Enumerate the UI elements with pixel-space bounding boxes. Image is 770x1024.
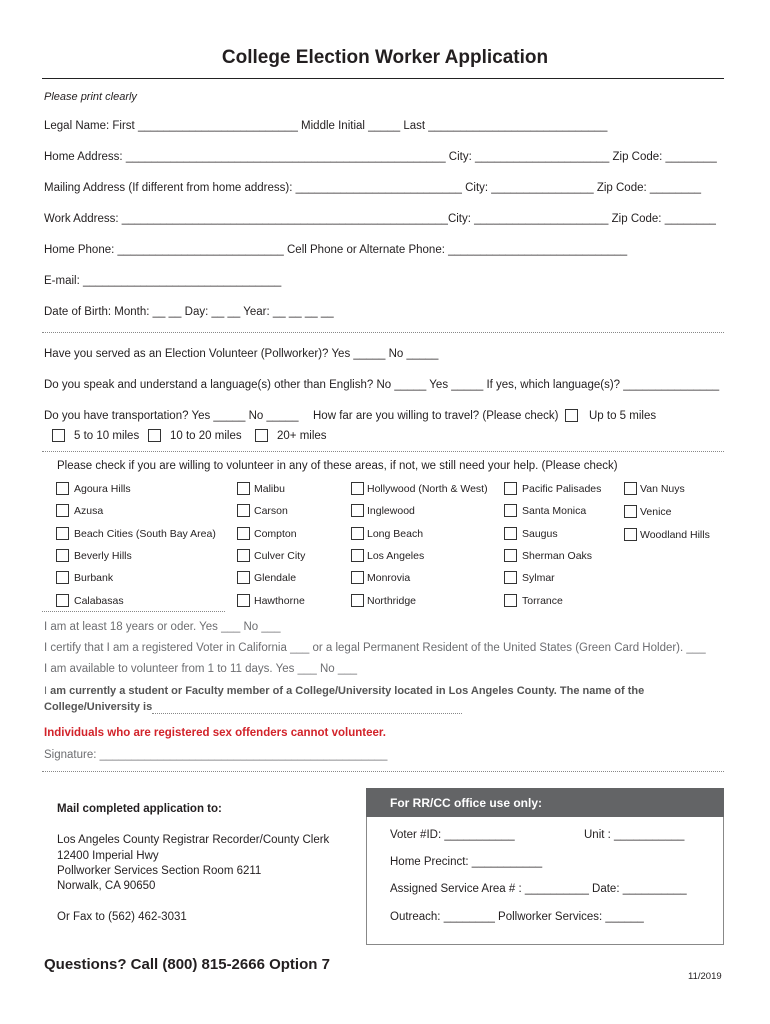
area-checkbox[interactable] (56, 549, 69, 562)
area-checkbox[interactable] (56, 527, 69, 540)
form-date-code: 11/2019 (688, 971, 722, 982)
5to10-checkbox[interactable] (52, 429, 65, 442)
email-field[interactable]: E-mail: _______________________________ (44, 275, 282, 287)
section-divider (42, 451, 724, 452)
10to20-label: 10 to 20 miles (170, 430, 242, 442)
10to20-checkbox[interactable] (148, 429, 161, 442)
area-label: Agoura Hills (74, 483, 131, 495)
mail-line: Los Angeles County Registrar Recorder/County Clerk (57, 834, 330, 846)
area-checkbox[interactable] (624, 505, 637, 518)
language-question[interactable]: Do you speak and understand a language(s) other than English? No _____ Yes _____ If yes, which language(s)? _______________ (44, 379, 720, 391)
print-clearly-note: Please print clearly (44, 91, 137, 103)
area-checkbox[interactable] (351, 571, 364, 584)
available-question[interactable]: I am available to volunteer from 1 to 11 days. Yes ___ No ___ (44, 663, 358, 675)
area-label: Pacific Palisades (522, 483, 602, 495)
area-label: Calabasas (74, 594, 124, 607)
area-checkbox[interactable] (504, 482, 517, 495)
area-label: Inglewood (367, 505, 415, 518)
areas-heading: Please check if you are willing to volunteer in any of these areas, if not, we still need your help. (Please check) (57, 460, 618, 472)
area-checkbox[interactable] (237, 571, 250, 584)
phone-fields[interactable]: Home Phone: __________________________ Cell Phone or Alternate Phone: ____________________________ (44, 244, 628, 256)
area-checkbox[interactable] (351, 482, 364, 495)
office-use-title: For RR/CC office use only: (390, 796, 543, 810)
college-label: College/University is (44, 701, 153, 713)
area-label: Azusa (74, 505, 104, 518)
questions-call: Questions? Call (800) 815-2666 Option 7 (44, 956, 330, 973)
area-label: Malibu (254, 483, 285, 495)
area-label: Van Nuys (640, 483, 685, 495)
area-label: Long Beach (367, 527, 424, 540)
upto5-label: Up to 5 miles (589, 410, 657, 422)
area-label: Glendale (254, 572, 297, 585)
area-checkbox[interactable] (237, 527, 250, 540)
area-checkbox[interactable] (237, 504, 250, 517)
unit-field[interactable]: Unit : ___________ (584, 829, 685, 841)
area-label: Northridge (367, 594, 417, 607)
area-checkbox[interactable] (56, 504, 69, 517)
area-checkbox[interactable] (504, 549, 517, 562)
area-label: Monrovia (367, 572, 411, 585)
area-label: Compton (254, 527, 297, 540)
area-label: Hollywood (North & West) (367, 483, 488, 495)
5to10-label: 5 to 10 miles (74, 430, 140, 442)
work-address-field[interactable]: Work Address: ___________________________________________________City: _____________________ Zip Code: ________ (44, 213, 716, 225)
age-question[interactable]: I am at least 18 years or oder. Yes ___ No ___ (44, 621, 281, 633)
upto5-checkbox[interactable] (565, 409, 578, 422)
area-label: Sylmar (522, 572, 555, 585)
section-divider (42, 771, 724, 772)
voter-id-field[interactable]: Voter #ID: ___________ (390, 829, 515, 841)
areas-divider (42, 611, 225, 612)
area-checkbox[interactable] (504, 571, 517, 584)
area-checkbox[interactable] (351, 504, 364, 517)
area-label: Santa Monica (522, 505, 587, 518)
20plus-checkbox[interactable] (255, 429, 268, 442)
mail-line: 12400 Imperial Hwy (57, 850, 159, 862)
area-checkbox[interactable] (56, 482, 69, 495)
area-checkbox[interactable] (237, 482, 250, 495)
area-checkbox[interactable] (624, 528, 637, 541)
area-checkbox[interactable] (56, 594, 69, 607)
title-rule (42, 78, 724, 79)
signature-field[interactable]: Signature: _____________________________________________ (44, 749, 388, 761)
20plus-label: 20+ miles (277, 430, 327, 442)
area-label: Venice (640, 506, 672, 519)
area-label: Carson (254, 505, 288, 518)
home-address-field[interactable]: Home Address: __________________________________________________ City: _____________________ Zip Code: ________ (44, 151, 717, 163)
sex-offender-warning: Individuals who are registered sex offenders cannot volunteer. (44, 727, 386, 739)
area-checkbox[interactable] (237, 594, 250, 607)
area-checkbox[interactable] (504, 504, 517, 517)
area-checkbox[interactable] (237, 549, 250, 562)
area-checkbox[interactable] (624, 482, 637, 495)
area-label: Sherman Oaks (522, 549, 593, 562)
area-label: Culver City (254, 549, 306, 562)
office-use-header (366, 788, 724, 817)
mail-line: Norwalk, CA 90650 (57, 880, 156, 892)
area-label: Torrance (522, 594, 563, 607)
transport-question[interactable]: Do you have transportation? Yes _____ No _____ (44, 410, 299, 422)
voter-question[interactable]: I certify that I am a registered Voter in California ___ or a legal Permanent Resident of the United States (Green Card Holder). ___ (44, 642, 706, 654)
assigned-area-field[interactable]: Assigned Service Area # : __________ Date: __________ (390, 883, 687, 895)
served-question[interactable]: Have you served as an Election Volunteer (Pollworker)? Yes _____ No _____ (44, 348, 439, 360)
area-checkbox[interactable] (56, 571, 69, 584)
area-label: Los Angeles (367, 549, 425, 562)
mail-heading: Mail completed application to: (57, 803, 222, 815)
section-divider (42, 332, 724, 333)
area-checkbox[interactable] (351, 594, 364, 607)
student-question (44, 685, 644, 697)
fax-line: Or Fax to (562) 462-3031 (57, 911, 187, 923)
area-checkbox[interactable] (504, 527, 517, 540)
area-checkbox[interactable] (351, 549, 364, 562)
college-input-line[interactable] (152, 713, 462, 714)
area-label: Saugus (522, 527, 558, 540)
area-checkbox[interactable] (504, 594, 517, 607)
legal-name-field[interactable]: Legal Name: First _________________________ Middle Initial _____ Last ____________________________ (44, 120, 608, 132)
student-text: am currently a student or Faculty member of a College/University located in Los Angeles County. The name of the (50, 685, 645, 697)
area-label: Burbank (74, 572, 114, 585)
area-label: Beach Cities (South Bay Area) (74, 527, 216, 540)
mailing-address-field[interactable]: Mailing Address (If different from home address): __________________________ City: ________________ Zip Code: ________ (44, 182, 702, 194)
area-label: Woodland Hills (640, 529, 710, 542)
form-title: College Election Worker Application (221, 47, 549, 68)
mail-line: Pollworker Services Section Room 6211 (57, 865, 262, 877)
outreach-field[interactable]: Outreach: ________ Pollworker Services: ______ (390, 911, 644, 923)
area-checkbox[interactable] (351, 527, 364, 540)
area-label: Beverly Hills (74, 549, 132, 562)
precinct-field[interactable]: Home Precinct: ___________ (390, 856, 543, 868)
travel-question: How far are you willing to travel? (Please check) (313, 410, 559, 422)
student-prefix: I (44, 685, 51, 697)
dob-field[interactable]: Date of Birth: Month: __ __ Day: __ __ Year: __ __ __ __ (44, 306, 334, 318)
area-label: Hawthorne (254, 594, 305, 607)
